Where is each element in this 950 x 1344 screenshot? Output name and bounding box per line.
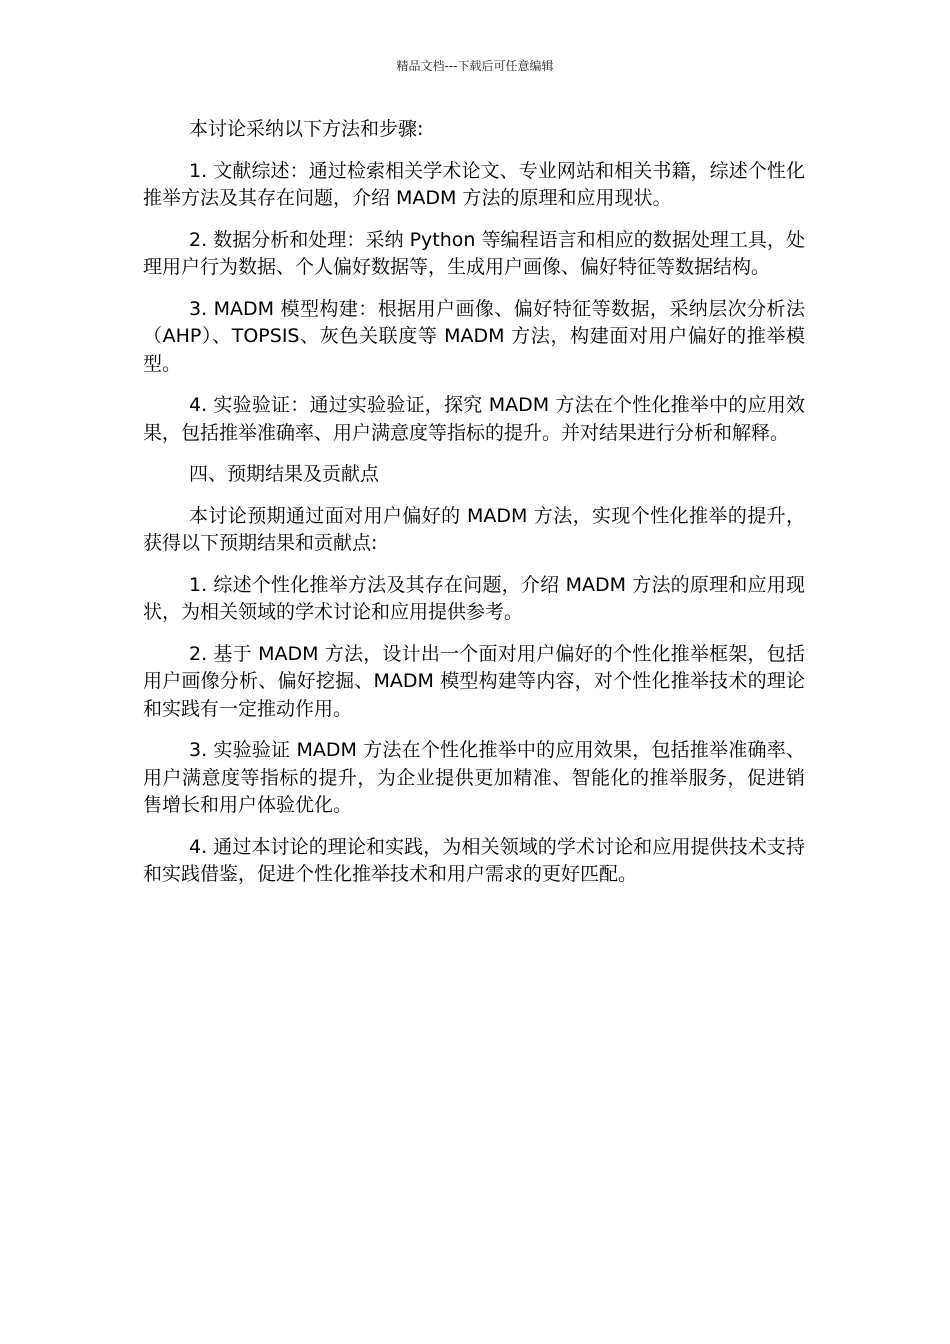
section-heading: 四、预期结果及贡献点 [189, 463, 380, 485]
contribution-4: 4. 通过本讨论的理论和实践，为相关领域的学术讨论和应用提供技术支持和实践借鉴，促进个性化推举技术和用户需求的更好匹配。 [143, 835, 805, 885]
method-step-3: 3. MADM 模型构建：根据用户画像、偏好特征等数据，采纳层次分析法（AHP）、TOPSIS、灰色关联度等 MADM 方法，构建面对用户偏好的推举模型。 [143, 297, 805, 375]
method-step-4: 4. 实验验证：通过实验验证，探究 MADM 方法在个性化推举中的应用效果，包括推举准确率、用户满意度等指标的提升。并对结果进行分析和解释。 [143, 394, 805, 444]
document-body [143, 116, 805, 903]
method-step-1: 1. 文献综述：通过检索相关学术论文、专业网站和相关书籍，综述个性化推举方法及其存在问题，介绍 MADM 方法的原理和应用现状。 [143, 159, 805, 209]
contribution-3: 3. 实验验证 MADM 方法在个性化推举中的应用效果，包括推举准确率、用户满意度等指标的提升，为企业提供更加精准、智能化的推举服务，促进销售增长和用户体验优化。 [143, 739, 805, 816]
method-step-2: 2. 数据分析和处理：采纳 Python 等编程语言和相应的数据处理工具，处理用户行为数据、个人偏好数据等，生成用户画像、偏好特征等数据结构。 [143, 228, 805, 278]
contribution-2: 2. 基于 MADM 方法，设计出一个面对用户偏好的个性化推举框架，包括用户画像分析、偏好挖掘、MADM 模型构建等内容，对个性化推举技术的理论和实践有一定推动作用。 [143, 642, 805, 720]
page-header: 精品文档---下载后可任意编辑 [396, 59, 554, 73]
intro-paragraph: 本讨论采纳以下方法和步骤: [189, 118, 424, 140]
expected-intro-paragraph: 本讨论预期通过面对用户偏好的 MADM 方法，实现个性化推举的提升，获得以下预期结果和贡献点: [143, 504, 805, 554]
contribution-1: 1. 综述个性化推举方法及其存在问题，介绍 MADM 方法的原理和应用现状，为相关领域的学术讨论和应用提供参考。 [143, 573, 805, 623]
